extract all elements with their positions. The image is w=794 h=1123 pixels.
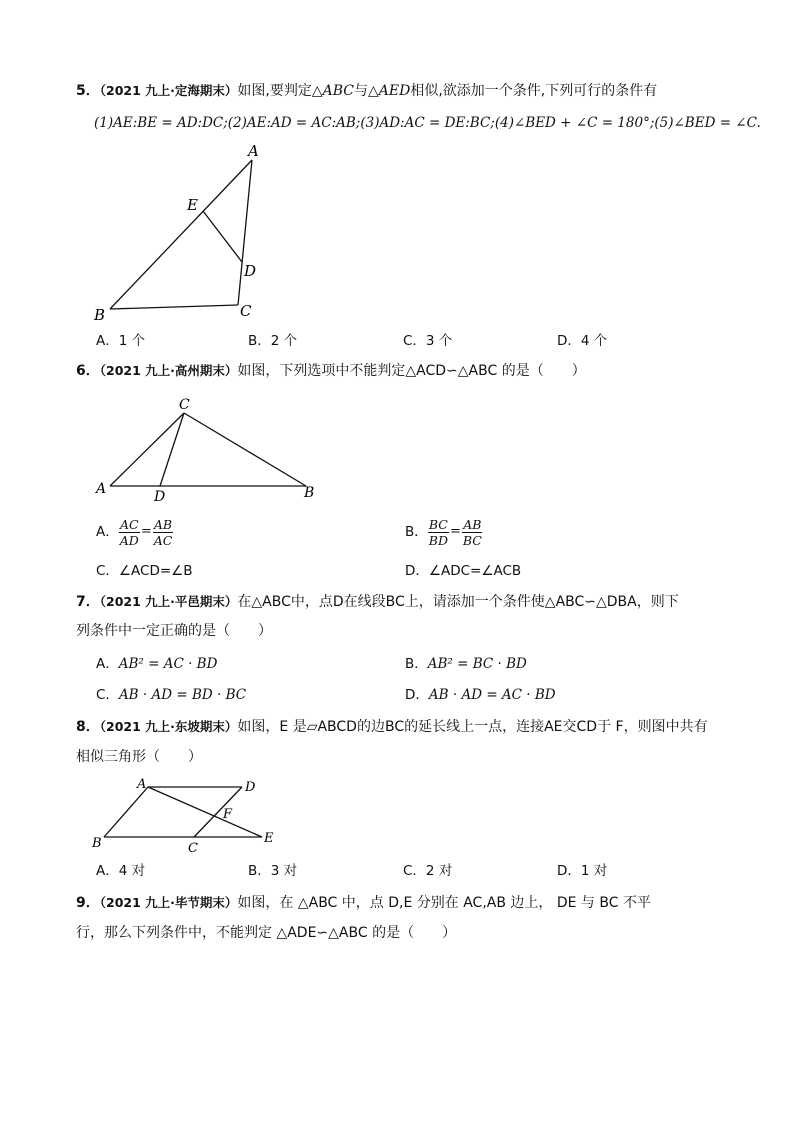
equals-sign: = bbox=[140, 524, 152, 539]
option-text: AB² = AC · BD bbox=[118, 656, 218, 672]
numerator: BC bbox=[428, 516, 448, 532]
vertex-label-b: B bbox=[94, 306, 106, 324]
option-b[interactable]: B．2 个 bbox=[248, 333, 298, 349]
option-d[interactable]: D．4 个 bbox=[557, 333, 608, 349]
question-6-stem bbox=[76, 362, 586, 380]
option-letter: B． bbox=[405, 524, 428, 540]
segment-ab bbox=[104, 787, 148, 837]
question-source: （2021 九上·高州期末） bbox=[99, 363, 238, 378]
vertex-label-f: F bbox=[223, 807, 233, 822]
question-5-conditions: (1)AE:BE = AD:DC;(2)AE:AD = AC:AB;(3)AD:AC = DE:BC;(4)∠BED + ∠C = 180°;(5)∠BED = ∠C. bbox=[94, 115, 761, 131]
option-c[interactable] bbox=[96, 686, 246, 704]
question-8-figure bbox=[90, 772, 290, 858]
vertex-label-d: D bbox=[244, 262, 257, 280]
question-source: （2021 九上·定海期末） bbox=[99, 83, 238, 98]
vertex-label-e: E bbox=[187, 196, 198, 214]
stem-text: 如图,要判定△ bbox=[237, 83, 323, 99]
option-b[interactable] bbox=[405, 514, 483, 550]
option-letter: C． bbox=[96, 687, 119, 703]
question-number: 8． bbox=[76, 719, 100, 735]
question-5-figure bbox=[86, 138, 276, 328]
option-c[interactable]: C．2 对 bbox=[403, 863, 453, 879]
fraction bbox=[462, 517, 483, 548]
vertex-label-b: B bbox=[92, 836, 102, 851]
vertex-label-d: D bbox=[154, 489, 166, 505]
segment-ac bbox=[110, 413, 184, 486]
option-letter: A． bbox=[96, 656, 119, 672]
segment-ed bbox=[203, 211, 242, 262]
option-b[interactable]: B．3 对 bbox=[248, 863, 298, 879]
question-number: 6． bbox=[76, 363, 100, 379]
question-8-stem bbox=[76, 718, 708, 736]
denominator: AC bbox=[153, 532, 173, 548]
vertex-label-b: B bbox=[304, 485, 315, 501]
vertex-label-a: A bbox=[248, 142, 259, 160]
fraction bbox=[153, 517, 174, 548]
option-d[interactable]: D．1 对 bbox=[557, 863, 608, 879]
option-a[interactable]: A．1 个 bbox=[96, 333, 146, 349]
fraction bbox=[119, 517, 140, 548]
option-a[interactable]: A．4 对 bbox=[96, 863, 146, 879]
segment-ac bbox=[238, 160, 252, 305]
option-letter: B． bbox=[405, 656, 428, 672]
option-c[interactable]: C．∠ACD=∠B bbox=[96, 563, 193, 579]
option-text: AB · AD = AC · BD bbox=[428, 687, 556, 703]
question-number: 7． bbox=[76, 594, 100, 610]
option-b[interactable] bbox=[405, 655, 527, 673]
question-number: 5． bbox=[76, 83, 100, 99]
question-source: （2021 九上·东坡期末） bbox=[99, 719, 238, 734]
question-source: （2021 九上·毕节期末） bbox=[99, 895, 238, 910]
option-a[interactable] bbox=[96, 514, 173, 550]
numerator: AB bbox=[463, 516, 482, 532]
vertex-label-a: A bbox=[137, 777, 147, 792]
question-9-stem-line2: 行，那么下列条件中，不能判定 △ADE∽△ABC 的是（ ） bbox=[76, 925, 457, 941]
stem-text: 如图，在 △ABC 中，点 D,E 分别在 AC,AB 边上， DE 与 BC 不平 bbox=[237, 895, 651, 911]
option-d[interactable]: D．∠ADC=∠ACB bbox=[405, 563, 522, 579]
numerator: AB bbox=[153, 516, 173, 532]
question-source: （2021 九上·平邑期末） bbox=[99, 594, 238, 609]
stem-text: 在△ABC中，点D在线段BC上，请添加一个条件使△ABC∽△DBA，则下 bbox=[237, 594, 679, 610]
vertex-label-d: D bbox=[245, 780, 256, 795]
option-a[interactable] bbox=[96, 655, 217, 673]
denominator: BD bbox=[428, 532, 448, 548]
triangle-name: AED bbox=[378, 83, 411, 99]
segment-dc bbox=[194, 787, 242, 837]
question-6-figure bbox=[92, 394, 326, 506]
vertex-label-c: C bbox=[188, 841, 198, 856]
denominator: BC bbox=[462, 532, 482, 548]
question-7-stem bbox=[76, 593, 679, 611]
stem-text: 如图，E 是▱ABCD的边BC的延长线上一点，连接AE交CD于 F，则图中共有 bbox=[237, 719, 708, 735]
vertex-label-a: A bbox=[96, 481, 107, 497]
option-letter: D． bbox=[405, 687, 429, 703]
option-d[interactable] bbox=[405, 686, 556, 704]
vertex-label-c: C bbox=[240, 302, 252, 320]
question-8-stem-line2: 相似三角形（ ） bbox=[76, 749, 202, 765]
triangle-name: ABC bbox=[322, 83, 354, 99]
stem-text: 与△ bbox=[354, 83, 379, 99]
segment-bc bbox=[110, 305, 238, 309]
question-7-stem-line2: 列条件中一定正确的是（ ） bbox=[76, 623, 272, 639]
equals-sign: = bbox=[449, 524, 461, 539]
segment-ab bbox=[110, 160, 252, 309]
numerator: AC bbox=[119, 516, 139, 532]
stem-text: 相似,欲添加一个条件,下列可行的条件有 bbox=[410, 83, 658, 99]
vertex-label-c: C bbox=[179, 397, 190, 413]
question-number: 9． bbox=[76, 895, 100, 911]
option-letter: A． bbox=[96, 524, 119, 540]
option-text: AB · AD = BD · BC bbox=[118, 687, 247, 703]
denominator: AD bbox=[119, 532, 139, 548]
question-9-stem bbox=[76, 894, 651, 912]
fraction bbox=[428, 517, 449, 548]
vertex-label-e: E bbox=[264, 831, 274, 846]
option-c[interactable]: C．3 个 bbox=[403, 333, 453, 349]
segment-bc bbox=[184, 413, 306, 486]
option-text: AB² = BC · BD bbox=[427, 656, 527, 672]
stem-text: 如图，下列选项中不能判定△ACD∽△ABC 的是（ ） bbox=[237, 363, 586, 379]
question-5-stem bbox=[76, 82, 657, 100]
